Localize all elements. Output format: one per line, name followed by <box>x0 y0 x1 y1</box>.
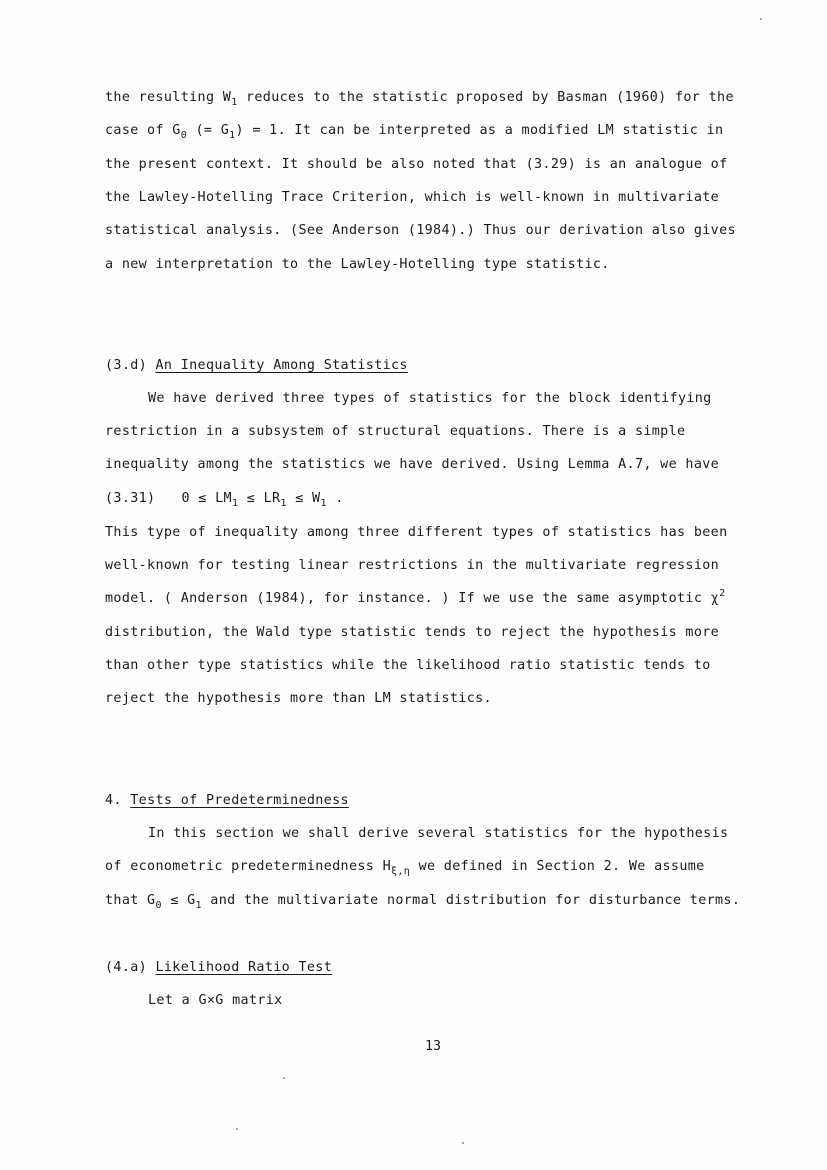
section-3d-heading <box>105 357 745 375</box>
section-3d-line-1: We have derived three types of statistics for the block identifying <box>148 391 712 406</box>
para1-line-2: case of $G_0$ (= $G_1) = 1$. It can be interpreted as a modified LM statistic in <box>105 123 724 141</box>
section-3d-line-3: inequality among the statistics we have derived. Using Lemma A.7, we have <box>105 457 720 472</box>
para1-line-5: statistical analysis. (See Anderson (1984).) Thus our derivation also gives <box>105 223 736 238</box>
section-3d-title: An Inequality Among Statistics <box>155 358 408 373</box>
section-3d-line-5: well-known for testing linear restrictions in the multivariate regression <box>105 558 720 573</box>
section-4-line-3: that $G_0 \le G_1$ and the multivariate normal distribution for disturbance terms. <box>105 893 741 911</box>
section-3d-line-8: than other type statistics while the likelihood ratio statistic tends to <box>105 658 711 673</box>
section-4-number: 4. <box>105 793 131 808</box>
scan-speck <box>760 18 762 20</box>
section-3d-line-2: restriction in a subsystem of structural equations. There is a simple <box>105 424 686 439</box>
page-number: 13 <box>425 1039 442 1054</box>
para1-line-6: a new interpretation to the Lawley-Hotelling type statistic. <box>105 257 610 272</box>
para1-line-4: the Lawley-Hotelling Trace Criterion, which is well-known in multivariate <box>105 190 720 205</box>
para1-line-1: the resulting $W_1$ reduces to the statistic proposed by Basman (1960) for the <box>105 90 734 108</box>
scan-speck <box>283 1077 285 1079</box>
section-3d-line-6: model. ( Anderson (1984), for instance. ) If we use the same asymptotic $\chi^2$ <box>105 588 726 606</box>
section-4a-heading <box>105 959 745 977</box>
equation-3-31: (3.31) $0 \le LM_1 \le LR_1 \le W_1$ . <box>105 491 344 509</box>
scan-speck <box>462 1142 464 1144</box>
scan-speck <box>236 1128 238 1130</box>
section-4a-title: Likelihood Ratio Test <box>155 960 333 975</box>
section-3d-line-4: This type of inequality among three different types of statistics has been <box>105 525 728 540</box>
section-4-heading <box>105 792 745 810</box>
section-4-line-2: of econometric predeterminedness $H_{\xi,\eta}$ we defined in Section 2. We assume <box>105 859 705 877</box>
section-3d-number: (3.d) <box>105 358 156 373</box>
section-4a-line-1: Let a G×G matrix <box>148 993 283 1008</box>
section-4a-number: (4.a) <box>105 960 156 975</box>
section-3d-line-7: distribution, the Wald type statistic tends to reject the hypothesis more <box>105 625 720 640</box>
para1-line-3: the present context. It should be also noted that (3.29) is an analogue of <box>105 157 728 172</box>
section-4-title: Tests of Predeterminedness <box>130 793 349 808</box>
equation-label: (3.31) <box>105 491 156 506</box>
section-4-line-1: In this section we shall derive several statistics for the hypothesis <box>148 826 729 841</box>
section-3d-line-9: reject the hypothesis more than LM statistics. <box>105 691 492 706</box>
